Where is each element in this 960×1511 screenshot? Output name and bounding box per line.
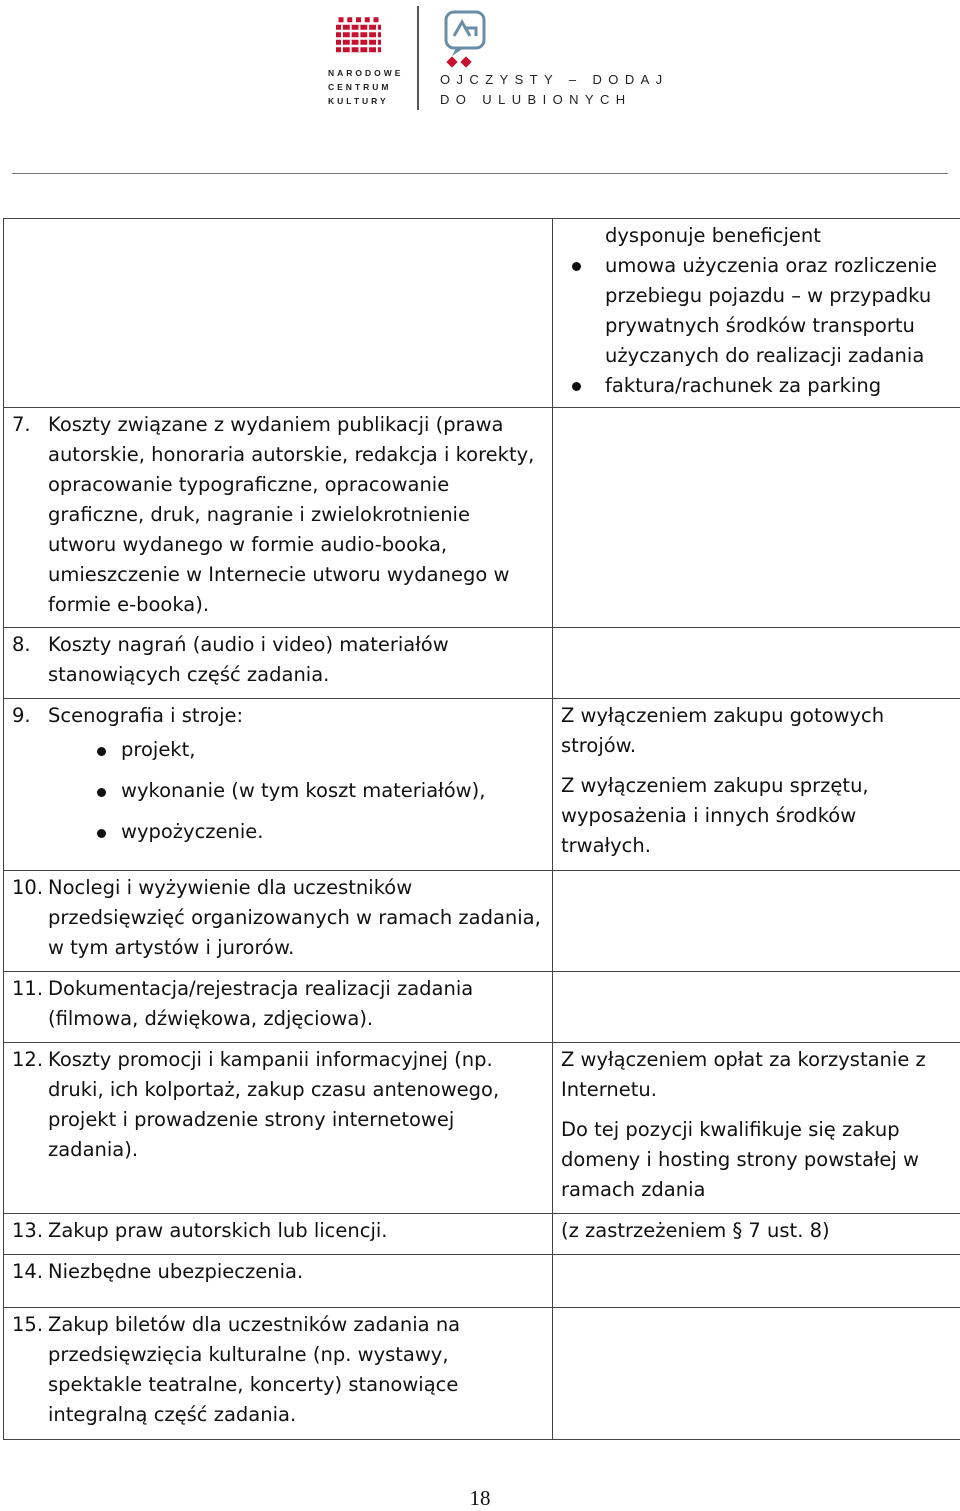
list-item: umowa użyczenia oraz rozliczenie przebiegu pojazdu – w przypadku prywatnych środków transportu użyczanych do realizacji zadania [561,251,952,371]
table-row [4,1043,960,1214]
item-number: 10. [12,876,44,899]
note-text: Z wyłączeniem zakupu sprzętu, wyposażenia i innych środków trwałych. [561,774,869,857]
note-text: Z wyłączeniem opłat za korzystanie z Internetu. [561,1048,926,1101]
header-rule [12,173,948,174]
item-number: 13. [12,1219,44,1242]
note-text: (z zastrzeżeniem § 7 ust. 8) [561,1219,830,1242]
table-cell [4,871,553,972]
item-number: 11. [12,977,44,1000]
table-cell [4,972,553,1043]
table-cell [4,219,553,408]
item-text: Koszty promocji i kampanii informacyjnej (np. druki, ich kolportaż, zakup czasu antenowego, projekt i prowadzenie strony internetowej zadania). [48,1048,500,1161]
table-cell [4,1043,553,1214]
list-item: wypożyczenie. [12,817,544,847]
note-text: Do tej pozycji kwalifikuje się zakup domeny i hosting strony powstałej w ramach zdania [561,1118,919,1201]
table-cell [4,628,553,699]
item-text: Niezbędne ubezpieczenia. [48,1260,304,1283]
table-cell [4,1308,553,1440]
table-cell [553,1214,960,1255]
bullet-list [561,251,952,401]
table-cell [553,871,960,972]
nck-logo-icon [336,12,386,60]
item-text: Zakup biletów dla uczestników zadania na przedsięwzięcia kulturalne (np. wystawy, spektakle teatralne, koncerty) stanowiące integralną część zadania. [48,1313,461,1426]
table-row [4,1255,960,1308]
item-text: Noclegi i wyżywienie dla uczestników przedsięwzięć organizowanych w ramach zadania, w tym artystów i jurorów. [48,876,541,959]
page-number: 18 [469,1486,491,1510]
bullet-list [12,735,544,847]
table-row [4,699,960,871]
ojczyzna-logo-icon [440,8,500,72]
item-text: Zakup praw autorskich lub licencji. [48,1219,388,1242]
table-row [4,628,960,699]
nck-logo-text: NARODOWE CENTRUM KULTURY [328,68,404,106]
table-cell [553,1043,960,1214]
list-item: wykonanie (w tym koszt materiałów), [12,776,544,806]
item-number: 8. [12,633,31,656]
table-row [4,1308,960,1440]
table-cell [553,1255,960,1308]
table-cell [553,699,960,871]
logo-divider [417,6,419,110]
table-cell [553,219,960,408]
table-row [4,1214,960,1255]
list-item: projekt, [12,735,544,765]
table-cell [4,1214,553,1255]
note-text: Z wyłączeniem zakupu gotowych strojów. [561,704,885,757]
item-text: Koszty nagrań (audio i video) materiałów stanowiących część zadania. [48,633,449,686]
item-number: 15. [12,1313,44,1336]
item-text: Dokumentacja/rejestracja realizacji zadania (filmowa, dźwiękowa, zdjęciowa). [48,977,474,1030]
table-row [4,871,960,972]
table-cell [4,408,553,628]
table-cell [4,699,553,871]
item-number: 14. [12,1260,44,1283]
table-cell [4,1255,553,1308]
item-text: Scenografia i stroje: [48,704,244,727]
item-text: Koszty związane z wydaniem publikacji (prawa autorskie, honoraria autorskie, redakcja i korekty, opracowanie typograficzne, opracowanie graficzne, druk, nagranie i zwielokrotnienie utworu wydanego w formie audio-booka, umieszczenie w Internecie utworu wydanego w formie e-booka). [48,413,535,616]
table-cell [553,408,960,628]
table-cell [553,1308,960,1440]
table-cell [553,972,960,1043]
list-item: faktura/rachunek za parking [561,371,952,401]
ojczyzna-logo-text: OJCZYSTY – DODAJ DO ULUBIONYCH [440,72,669,107]
table-row [4,408,960,628]
item-number: 12. [12,1048,44,1071]
item-number: 7. [12,413,31,436]
right-prefix-text: dysponuje beneficjent [605,224,821,247]
cost-table [3,218,960,1440]
item-number: 9. [12,704,31,727]
table-cell [553,628,960,699]
table-row [4,972,960,1043]
table-row [4,219,960,408]
